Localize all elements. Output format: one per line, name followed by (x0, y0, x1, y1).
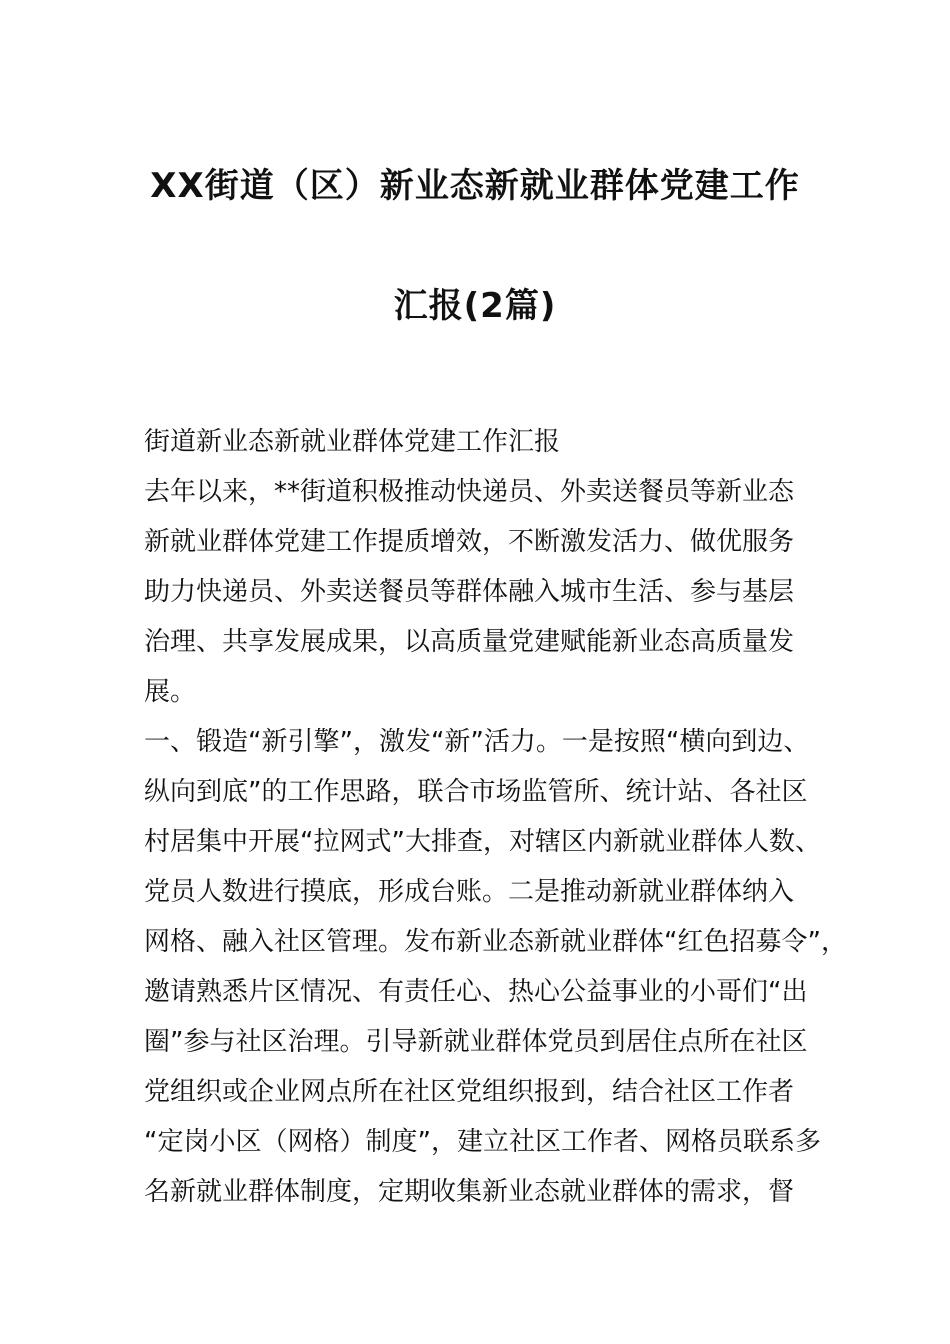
document-body (144, 417, 847, 1217)
body-line: 一、锻造“新引擎”，激发“新”活力。一是按照“横向到边、 (144, 727, 810, 757)
body-line: 村居集中开展“拉网式”大排查，对辖区内新就业群体人数、 (144, 827, 821, 857)
document-title-line-2: 汇报(2篇) (393, 286, 557, 326)
body-line: 助力快递员、外卖送餐员等群体融入城市生活、参与基层 (144, 577, 795, 607)
body-line: 网格、融入社区管理。发布新业态新就业群体“红色招募令”， (144, 927, 847, 957)
body-line: 展。 (144, 677, 197, 707)
body-line: 邀请熟悉片区情况、有责任心、热心公益事业的小哥们“出 (144, 977, 808, 1007)
body-line: 治理、共享发展成果，以高质量党建赋能新业态高质量发 (144, 627, 795, 657)
body-line: 党员人数进行摸底，形成台账。二是推动新就业群体纳入 (144, 877, 795, 907)
document-title-line-1: XX街道（区）新业态新就业群体党建工作 (150, 166, 800, 206)
body-line: 新就业群体党建工作提质增效，不断激发活力、做优服务 (144, 527, 795, 557)
body-line: “定岗小区（网格）制度”，建立社区工作者、网格员联系多 (144, 1127, 821, 1157)
body-line: 纵向到底”的工作思路，联合市场监管所、统计站、各社区 (144, 777, 808, 807)
body-line: 去年以来，**街道积极推动快递员、外卖送餐员等新业态 (144, 477, 795, 507)
body-line: 名新就业群体制度，定期收集新业态就业群体的需求，督 (144, 1177, 795, 1207)
body-line: 圈”参与社区治理。引导新就业群体党员到居住点所在社区 (144, 1027, 808, 1057)
body-line: 街道新业态新就业群体党建工作汇报 (144, 427, 561, 457)
body-line: 党组织或企业网点所在社区党组织报到，结合社区工作者 (144, 1077, 795, 1107)
